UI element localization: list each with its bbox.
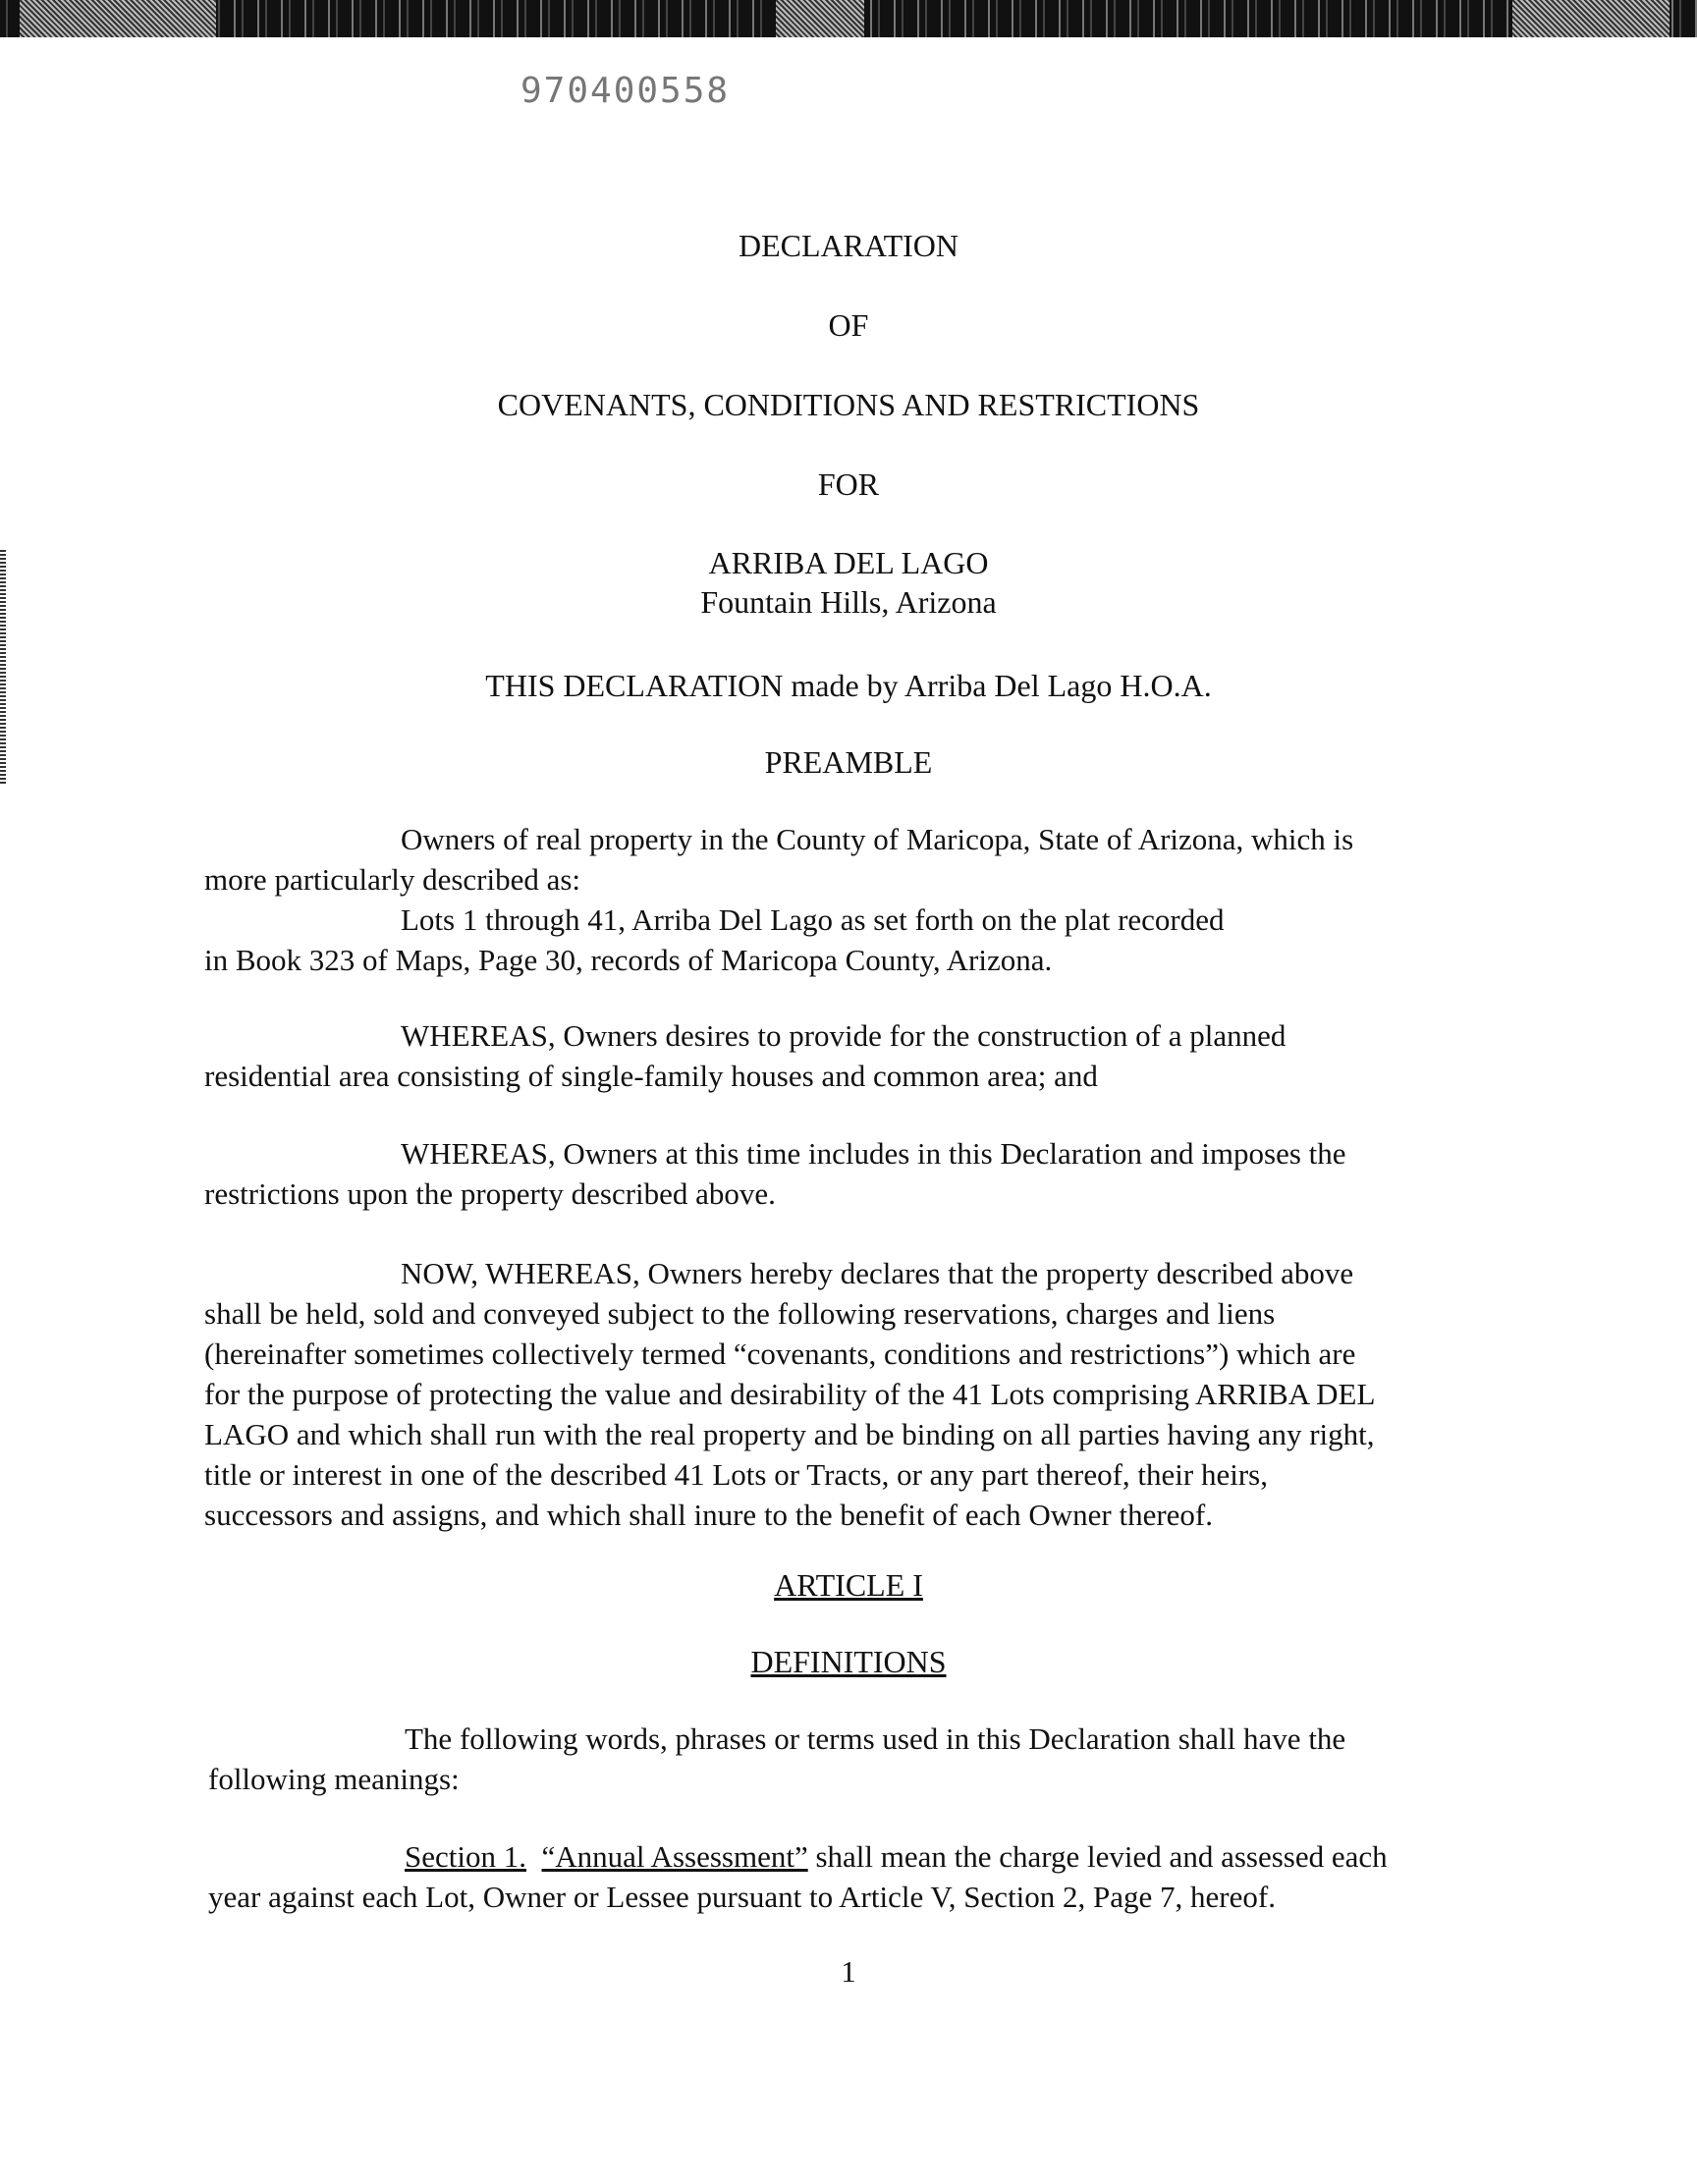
- paragraph-1-line-3: Lots 1 through 41, Arriba Del Lago as set forth on the plat recorded: [401, 902, 1225, 937]
- paragraph-4-line-6: title or interest in one of the described 41 Lots or Tracts, or any part thereof, their heirs,: [204, 1457, 1268, 1492]
- title-line-4: FOR: [817, 466, 880, 502]
- paragraph-3-line-1: WHEREAS, Owners at this time includes in this Declaration and imposes the: [401, 1136, 1346, 1171]
- definitions-heading: DEFINITIONS: [750, 1644, 947, 1679]
- paragraph-5: [208, 1719, 1505, 1799]
- title-line-2: OF: [828, 307, 869, 343]
- paragraph-1-line-4: in Book 323 of Maps, Page 30, records of Maricopa County, Arizona.: [204, 943, 1053, 977]
- paragraph-3-line-2: restrictions upon the property described above.: [204, 1176, 776, 1211]
- section-1-term: “Annual Assessment”: [541, 1839, 808, 1874]
- paragraph-1-line-2: more particularly described as:: [204, 862, 581, 897]
- paragraph-4-line-4: for the purpose of protecting the value and desirability of the 41 Lots comprising ARRIBA DEL: [204, 1377, 1376, 1411]
- paragraph-4: [204, 1253, 1510, 1535]
- paragraph-1-line-1: Owners of real property in the County of Maricopa, State of Arizona, which is: [401, 822, 1354, 856]
- paragraph-4-line-7: successors and assigns, and which shall inure to the benefit of each Owner thereof.: [204, 1498, 1213, 1532]
- page-number: 1: [841, 1954, 856, 1989]
- paragraph-2-line-1: WHEREAS, Owners desires to provide for the construction of a planned: [401, 1018, 1286, 1053]
- title-line-6: Fountain Hills, Arizona: [700, 584, 997, 620]
- paragraph-4-line-3: (hereinafter sometimes collectively termed “covenants, conditions and restrictions”) which are: [204, 1337, 1356, 1371]
- paragraph-5-line-2: following meanings:: [208, 1762, 460, 1796]
- paragraph-1: [204, 819, 1501, 980]
- section-1-line-2: year against each Lot, Owner or Lessee pursuant to Article V, Section 2, Page 7, hereof.: [208, 1880, 1276, 1914]
- scan-noise: [20, 0, 216, 37]
- article-heading: ARTICLE I: [774, 1567, 923, 1603]
- paragraph-4-line-5: LAGO and which shall run with the real property and be binding on all parties having any right,: [204, 1417, 1375, 1451]
- scan-noise: [1512, 0, 1670, 37]
- made-by-line: THIS DECLARATION made by Arriba Del Lago H.O.A.: [485, 668, 1212, 703]
- paragraph-5-line-1: The following words, phrases or terms used in this Declaration shall have the: [405, 1721, 1346, 1756]
- document-number: 970400558: [520, 71, 731, 111]
- section-1-line-1: shall mean the charge levied and assessed each: [807, 1839, 1388, 1874]
- scan-noise: [776, 0, 864, 37]
- paragraph-3: [204, 1133, 1501, 1214]
- paragraph-2-line-2: residential area consisting of single-family houses and common area; and: [204, 1059, 1098, 1093]
- paragraph-2: [204, 1015, 1501, 1096]
- title-line-5: ARRIBA DEL LAGO: [708, 545, 989, 580]
- paragraph-4-line-2: shall be held, sold and conveyed subject to the following reservations, charges and liens: [204, 1296, 1276, 1331]
- preamble-heading: PREAMBLE: [764, 744, 933, 780]
- title-line-3: COVENANTS, CONDITIONS AND RESTRICTIONS: [497, 387, 1200, 422]
- title-line-1: DECLARATION: [739, 228, 958, 263]
- section-1-label: Section 1.: [405, 1839, 526, 1874]
- scan-artifact-bar: [0, 0, 1697, 37]
- section-1: [208, 1836, 1514, 1917]
- paragraph-4-line-1: NOW, WHEREAS, Owners hereby declares that the property described above: [401, 1256, 1354, 1290]
